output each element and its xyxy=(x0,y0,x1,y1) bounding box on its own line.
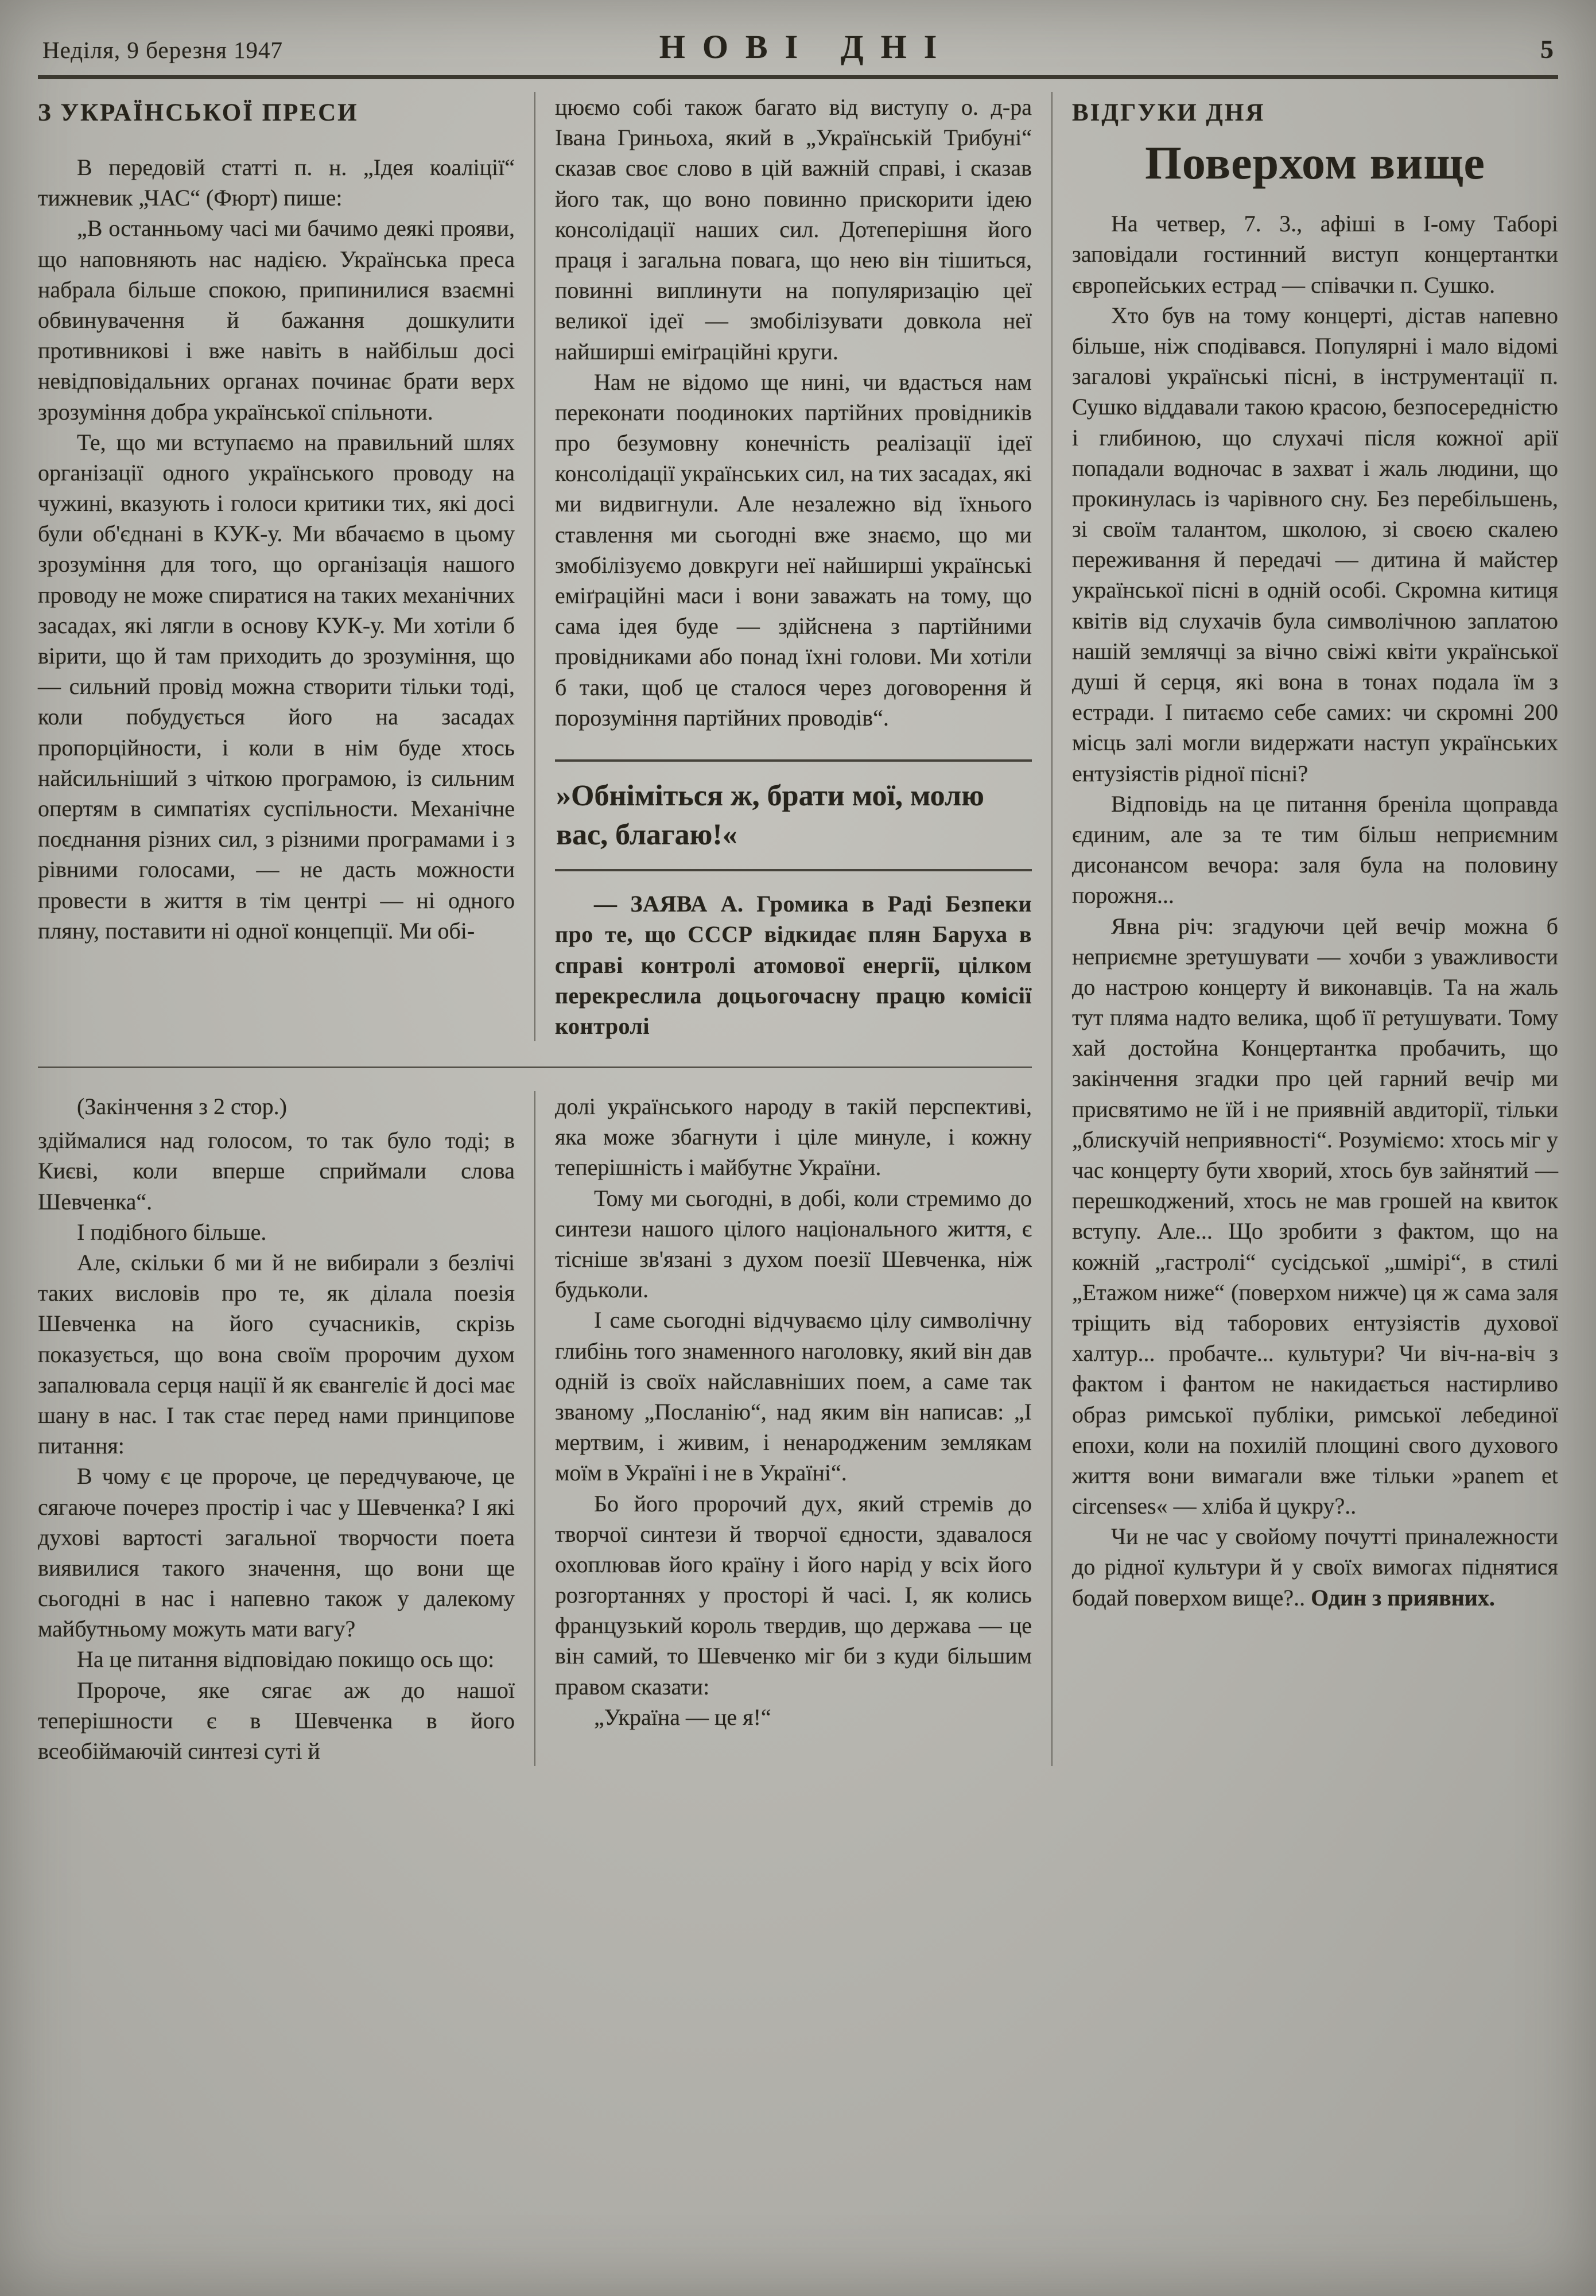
paragraph: Явна річ: згадуючи цей вечір можна б неприємне зретушувати — хочби з уважливости до настрою концерту й виконавців. Та на жаль тут пляма надто велика, щоб її ретушувати. Тому хай достойна Концертантка пробачить, що закінчення згадки про цей гарний вечір ми присвятимо не їй і не приявній авдиторії, тільки „блискучій неприявності“. Розуміємо: хтось міг у час концерту бути хворий, хтось був зайнятий — перешкоджений, хтось не мав грошей на квиток вступу. Але... Що зробити з фактом, що на кожній „гастролі“ сусідської „шмірі“, в стилі „Етажом ниже“ (поверхом нижче) ця ж сама заля тріщить від таборових ентузіястів духової халтур... пробачте... культури? Чи віч-на-віч з фактом і фантом не накидається настирливо образ римської публіки, римської лебединої епохи, коли на похилій площині свого духового життя вони вимагали вже тільки »panem et circenses« — хліба й цукру?.. xyxy=(1072,913,1558,1519)
paragraph: „В останньому часі ми бачимо деякі прояви, що наповняють нас надією. Українська преса набрала більше спокою, припинилися взаємні обвинувачення й бажання дошкулити противникові і вже навіть в найбільш досі невідповідальних органах починає брати верх зрозуміння добра української спільноти. xyxy=(38,215,515,425)
paragraph: долі українського народу в такій перспективі, яка може збагнути і ціле минуле, і кожну теперішність і майбутнє України. xyxy=(555,1093,1032,1181)
shevchenko-article-column-1 xyxy=(38,1091,534,1766)
shevchenko-article-column-2 xyxy=(534,1091,1051,1766)
paragraph: І саме сьогодні відчуваємо цілу символічну глибінь того знаменного наголовку, який він дав одній із своїх найславніших поем, а саме так званому „Посланію“, над яким він написав: „І мертвим, і живим, і ненародженим землякам моїм в Україні і не в Україні“. xyxy=(555,1307,1032,1486)
shevchenko-article xyxy=(38,1091,1051,1766)
paragraph: Відповідь на це питання бреніла щоправда єдиним, але за те тим більш неприємним дисонансом вечора: заля була на половину порожня... xyxy=(1072,790,1558,909)
paragraph: Тому ми сьогодні, в добі, коли стремимо до синтези нашого цілого національного життя, є тісніше зв'язані з духом поезії Шевченка, ніж будьколи. xyxy=(555,1185,1032,1303)
closing-paragraph-text: Чи не час у свойому почутті приналежности до рідної культури й у своїх вимогах піднятися бодай поверхом вище?.. xyxy=(1072,1523,1558,1611)
press-article-column-1 xyxy=(38,92,534,1041)
paragraph: В чому є це пророче, це передчуваюче, це сягаюче почерез простір і час у Шевченка? І які духові вартості загальної творчости поета виявилися такого значення, що вони ще сьогодні в нас і напевно також у далекому майбутньому можуть мати вагу? xyxy=(38,1463,515,1642)
paragraph: Але, скільки б ми й не вибирали з безлічі таких висловів про те, як ділала поезія Шевченка на його сучасників, скрізь показується, що вона своїм пророчим духом запалювала серця нації й як євангеліє й досі має шану в нас. І так стає перед нами принципове питання: xyxy=(38,1250,515,1459)
paragraph: Те, що ми вступаємо на правильний шлях організації одного українського проводу на чужині, вказують і голоси критики тих, які досі були об'єднані в КУК-у. Ми вбачаємо в цьому зрозуміння для того, що організація нашого проводу не може спиратися на таких механічних засадах, які лягли в основу КУК-у. Ми хотіли б вірити, що й там приходить до зрозуміння, що — сильний провід можна створити тільки тоді, коли побудується його на засадах пропорційности, і коли в нім буде хтось найсильніший з чіткою програмою, із сильним опертям в симпатіях суспільности. Механічне поєднання різних сил, з різними програмами і з рівними голосами, — не дасть можности провести в життя в тім центрі — ні одного пляну, поставити ні одної концепції. Ми обі- xyxy=(38,429,515,944)
page-body xyxy=(38,92,1558,1766)
paragraph: „Україна — це я!“ xyxy=(594,1704,771,1730)
paragraph: Пророче, яке сягає аж до нашої теперішности є в Шевченка в його всеобіймаючій синтезі суті й xyxy=(38,1677,515,1764)
paragraph: здіймалися над голосом, то так було тоді; в Києві, коли вперше сприймали слова Шевченка“. xyxy=(38,1127,515,1215)
page-number: 5 xyxy=(1540,34,1554,64)
section-divider xyxy=(38,1066,1032,1068)
paragraph: Нам не відомо ще нині, чи вдасться нам переконати поодиноких партійних провідників про безумовну конечність реалізації ідеї консолідації українських сил, на тих засадах, які ми видвигнули. Але незалежно від їхнього ставлення ми сьогодні вже знаємо, що ми змобілізуємо довкруги неї найширші українські еміґраційні маси і вони заважать на тому, що сама ідея буде — здійснена з партійними провідниками або понад їхні голови. Ми хотіли б таки, щоб це сталося через договорення й порозуміння партійних проводів“. xyxy=(555,369,1032,731)
press-article-column-2 xyxy=(534,92,1051,1041)
paragraph: На це питання відповідаю покищо ось що: xyxy=(77,1646,495,1673)
review-section-heading: ВІДГУКИ ДНЯ xyxy=(1072,99,1265,126)
paragraph: І подібного більше. xyxy=(77,1219,267,1245)
statement-body: — ЗАЯВА А. Громика в Раді Безпеки про те, що СССР відкидає плян Баруха в справі контролі атомової енергії, цілком перекреслила доцьогочасну працю комісії контролі xyxy=(555,891,1032,1039)
review-article xyxy=(1051,92,1558,1766)
article-signature: Один з приявних. xyxy=(1311,1584,1495,1611)
page-header xyxy=(38,22,1558,79)
newspaper-masthead: НОВІ ДНІ xyxy=(659,28,954,65)
statement-headline: »Обніміться ж, брати мої, молю вас, благаю!« xyxy=(556,779,984,851)
paragraph: цюємо собі також багато від виступу о. д-ра Івана Гриньоха, який в „Українській Трибуні“ сказав своє слово в цій важній справі, і сказав його так, що воно повинно прискорити ідею консолідації наших сил. Дотеперішня його праця і загальна повага, що нею він тішиться, повинні виплинути на популяризацію цеї великої ідеї — змобілізувати довкола неї найширші еміґраційні круги. xyxy=(555,94,1032,364)
continuation-note: (Закінчення з 2 стор.) xyxy=(77,1093,287,1120)
paragraph: Хто був на тому концерті, дістав напевно більше, ніж сподівався. Популярні і мало відомі загалові українські пісні, в інструментації п. Сушко віддавали такою красою, безпосередністю і глибиною, що слухачі після кожної арії попадали водночас в захват і жаль людини, що прокинулась із чарівного сну. Без перебільшень, зі своїм талантом, школою, зі своєю скалею переживання й передачі — дитина й майстер української пісні в одній особі. Скромна китиця квітів від слухачів була символічною заплатою нашій землячці за вічно свіжі квіти української душі й серця, які вона в тонах подала їм з естради. І питаємо себе самих: чи скромні 200 місць залі могли видержати наступ українських ентузіястів рідної пісні? xyxy=(1072,302,1558,786)
paragraph: На четвер, 7. 3., афіші в І-ому Таборі заповідали гостинний виступ концертантки європейських естрад — співачки п. Сушко. xyxy=(1072,211,1558,298)
review-headline: Поверхом вище xyxy=(1145,137,1485,189)
paragraph: В передовій статті п. н. „Ідея коаліції“ тижневик „ЧАС“ (Фюрт) пише: xyxy=(38,154,515,211)
statement-box xyxy=(555,759,1032,871)
issue-date: Неділя, 9 березня 1947 xyxy=(42,37,284,63)
paragraph: Бо його пророчий дух, який стремів до творчої синтези й творчої єдности, здавалося охоплював його країну і його нарід у всіх його розгортаннях у просторі й часі. І, як колись французький король твердив, що держава — це він самий, то Шевченко міг би з куди більшим правом сказати: xyxy=(555,1490,1032,1700)
press-article xyxy=(38,92,1051,1041)
press-article-heading: З УКРАЇНСЬКОЇ ПРЕСИ xyxy=(38,99,359,126)
left-section xyxy=(38,92,1051,1766)
closing-paragraph xyxy=(1072,1521,1558,1613)
